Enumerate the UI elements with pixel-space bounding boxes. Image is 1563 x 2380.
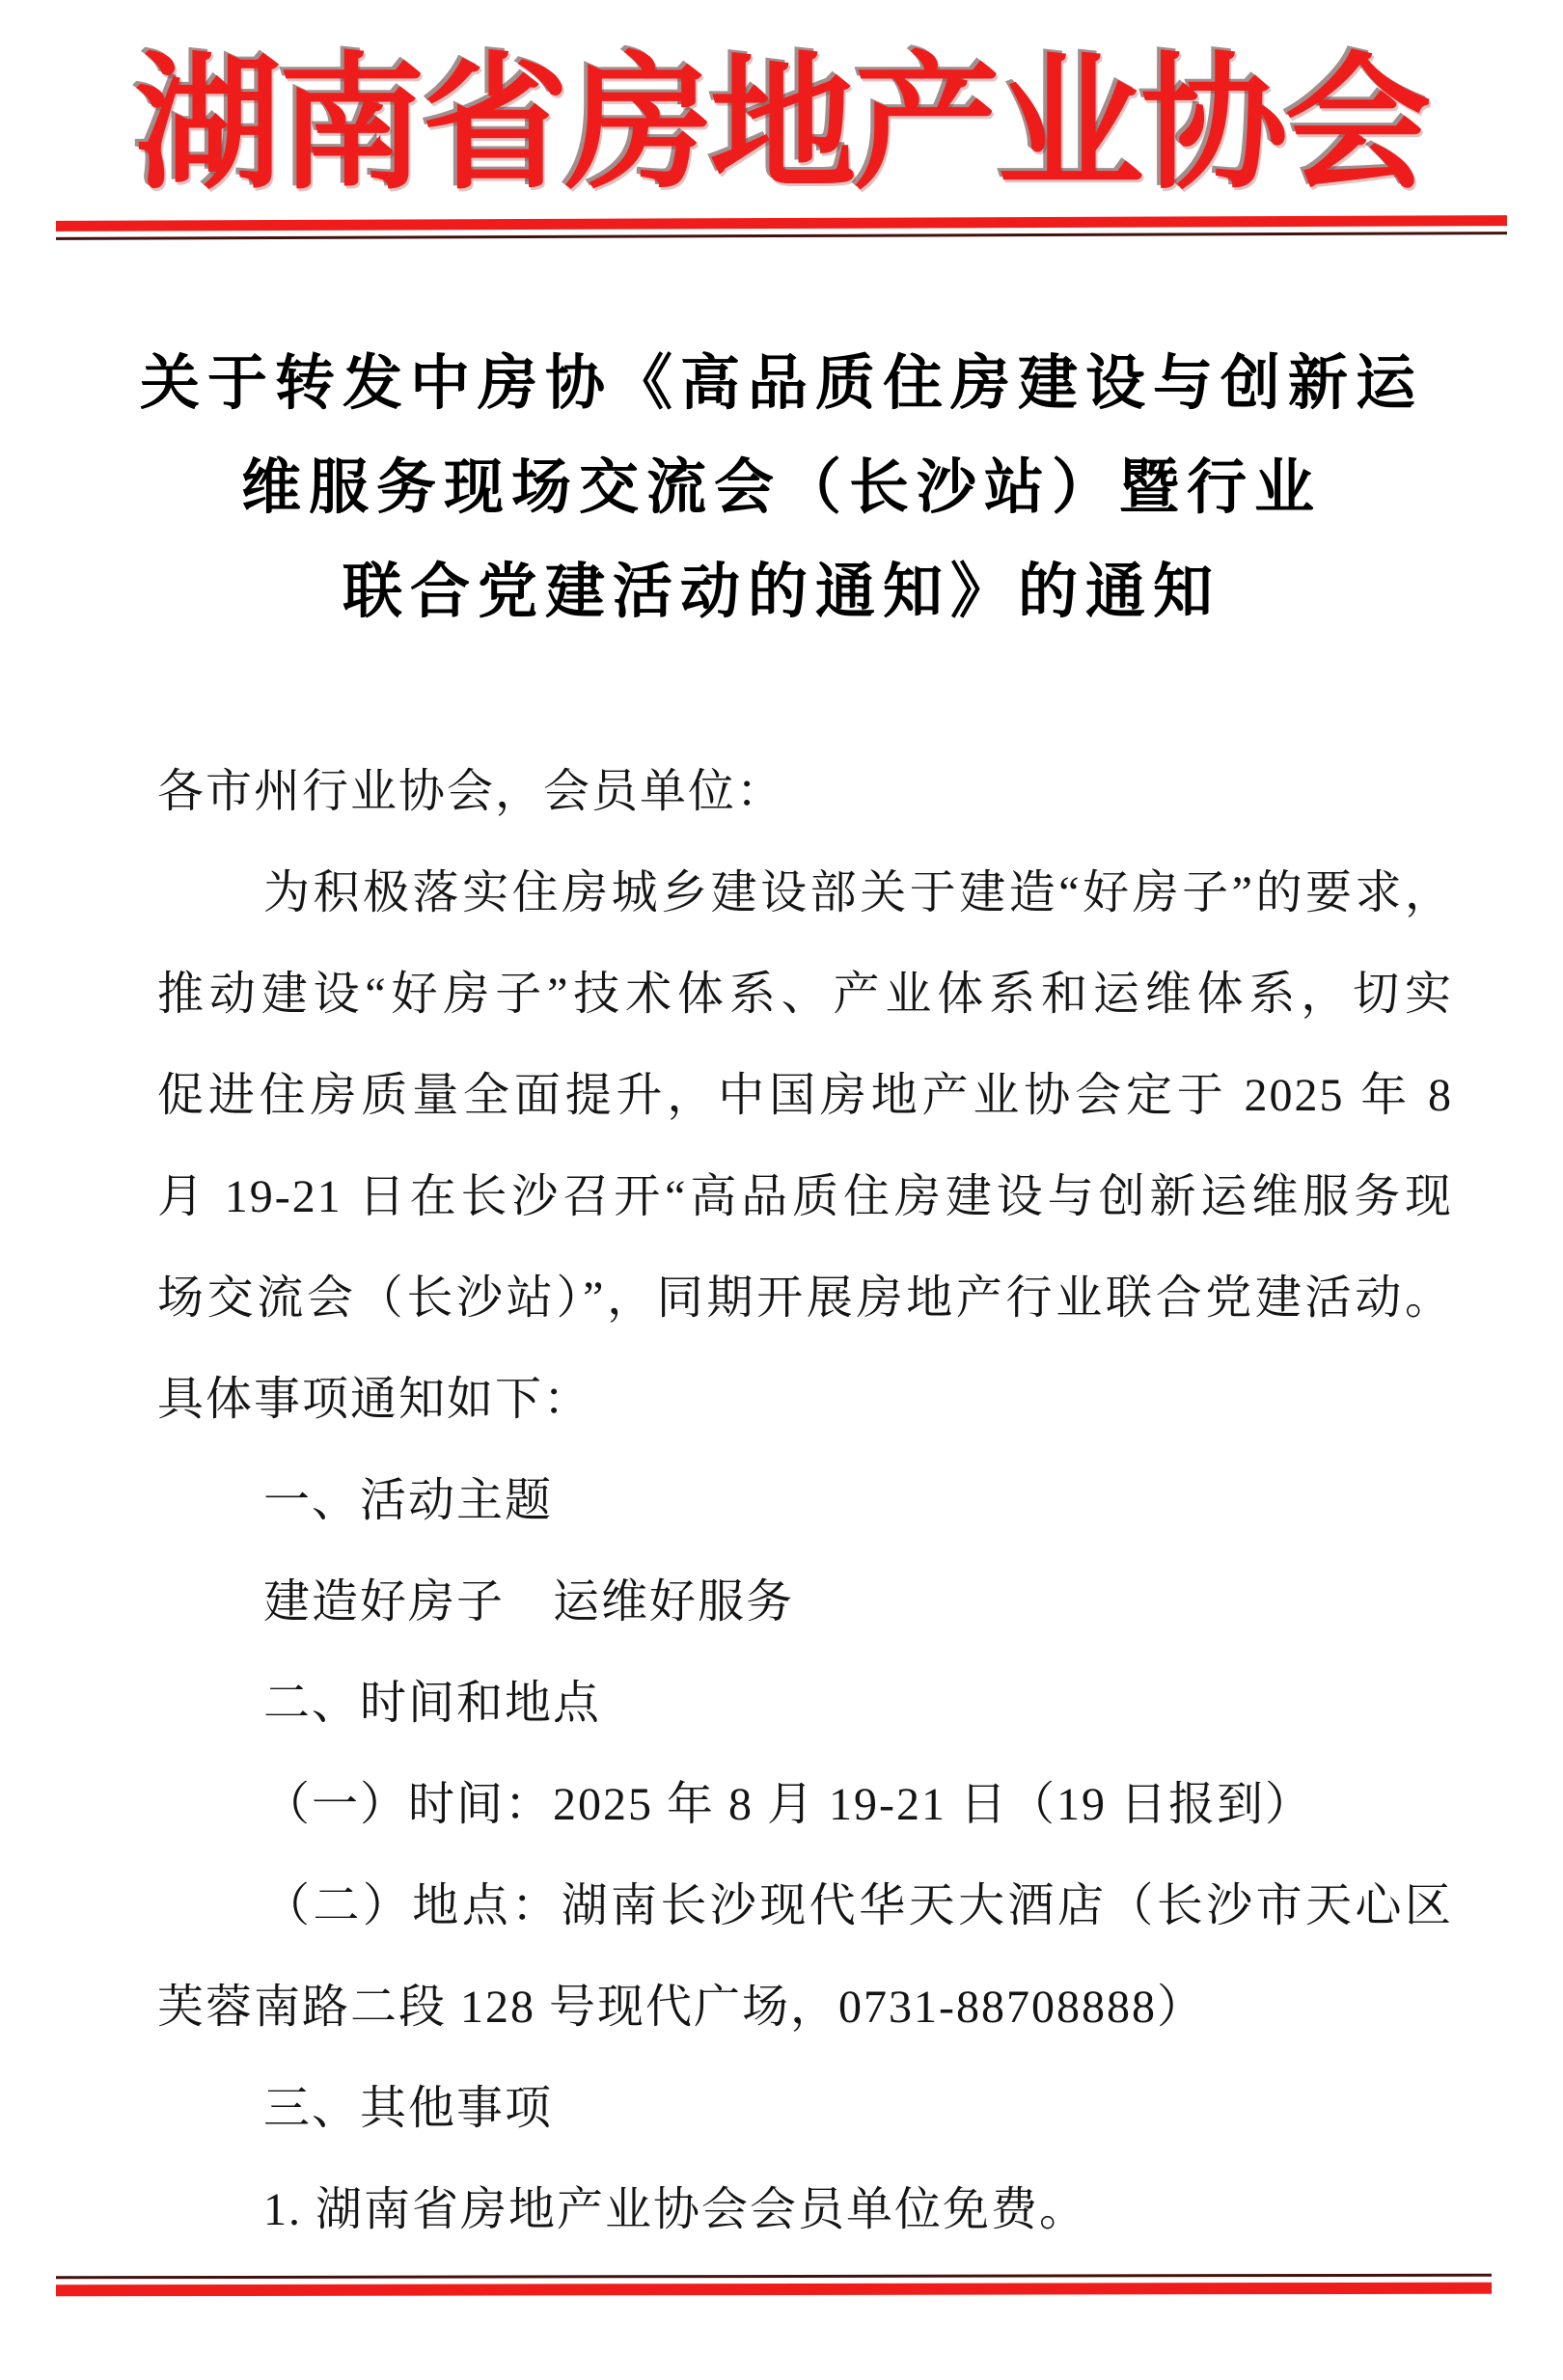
footer-rule-thin-line (56, 2274, 1492, 2280)
body-line-paragraph: 月 19-21 日在长沙召开“高品质住房建设与创新运维服务现 (157, 1171, 1453, 1222)
footer-double-rule (56, 2274, 1492, 2297)
body-line-location: （二）地点：湖南长沙现代华天大酒店（长沙市天心区 (263, 1880, 1453, 1931)
org-name-letterhead: 湖南省房地产业协会 (134, 44, 1429, 206)
header-rule-thick-line (56, 215, 1507, 232)
title-line-1: 关于转发中房协《高品质住房建设与创新运 (139, 351, 1423, 417)
body-line-paragraph: 场交流会（长沙站）”，同期开展房地产行业联合党建活动。 (157, 1272, 1453, 1324)
body-line-section-2: 二、时间和地点 (263, 1678, 602, 1729)
body-line-section-1: 一、活动主题 (263, 1475, 554, 1526)
title-line-3: 联合党建活动的通知》的通知 (342, 560, 1220, 625)
header-double-rule (56, 215, 1507, 240)
body-line-salutation: 各市州行业协会，会员单位： (157, 766, 785, 817)
body-line-paragraph: 推动建设“好房子”技术体系、产业体系和运维体系，切实 (157, 969, 1453, 1020)
body-line-paragraph: 具体事项通知如下： (157, 1374, 592, 1425)
body-line-location-cont: 芙蓉南路二段 128 号现代广场，0731-88708888） (157, 1982, 1205, 2033)
body-line-theme: 建造好房子 运维好服务 (263, 1576, 795, 1628)
header-rule-thin-line (56, 232, 1507, 240)
body-line-section-3: 三、其他事项 (263, 2083, 554, 2134)
body-line-paragraph: 为积极落实住房城乡建设部关于建造“好房子”的要求， (263, 867, 1453, 918)
document-title (0, 332, 1563, 644)
footer-rule-thick-line (56, 2283, 1492, 2297)
document-body (157, 741, 1453, 2260)
title-line-2: 维服务现场交流会（长沙站）暨行业 (240, 455, 1322, 521)
body-line-paragraph: 促进住房质量全面提升，中国房地产业协会定于 2025 年 8 (157, 1070, 1453, 1121)
body-line-time: （一）时间：2025 年 8 月 19-21 日（19 日报到） (263, 1779, 1313, 1830)
body-line-fee-note: 1. 湖南省房地产业协会会员单位免费。 (263, 2184, 1088, 2235)
